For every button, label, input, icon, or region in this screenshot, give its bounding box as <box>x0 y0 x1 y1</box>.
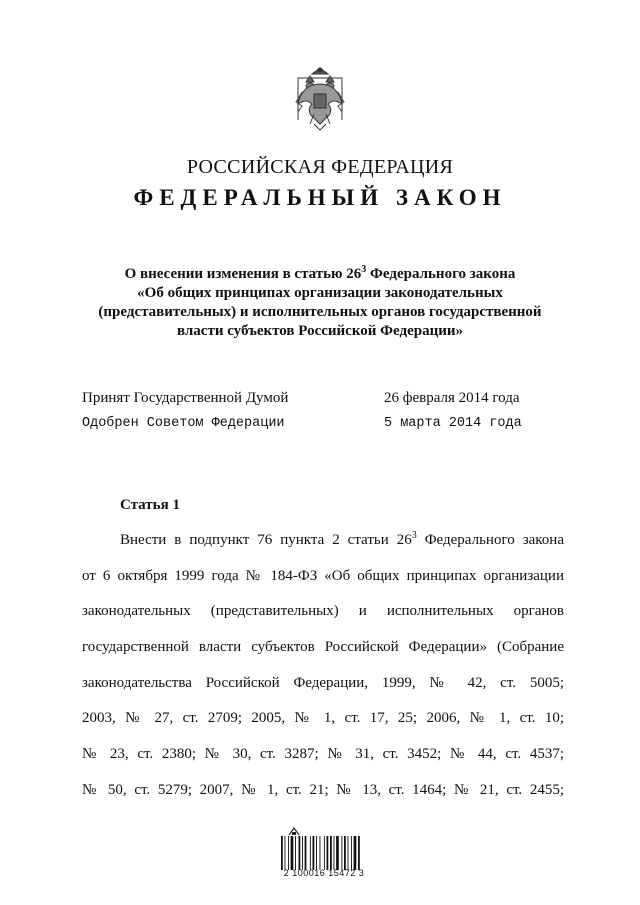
article-line: № 50, ст. 5279; 2007, № 1, ст. 21; № 13, ст. 1464; № 21, ст. 2455; <box>82 781 564 798</box>
barcode-number: 2 100016 15472 3 <box>283 868 365 878</box>
article-line: государственной власти субъектов Российской Федерации» (Собрание <box>82 639 564 656</box>
council-date: 5 марта 2014 года <box>384 416 522 431</box>
article-title: Статья 1 <box>120 497 180 513</box>
law-subject <box>90 265 550 341</box>
subject-line: (представительных) и исполнительных органов государственной <box>98 304 542 320</box>
article-line: законодательства Российской Федерации, 1999, № 42, ст. 5005; <box>82 674 564 691</box>
council-label: Одобрен Советом Федерации <box>82 416 285 431</box>
article-line: от 6 октября 1999 года № 184-ФЗ «Об общих принципах организации <box>82 567 564 584</box>
article-body <box>82 528 564 814</box>
article-line: законодательных (представительных) и исполнительных органов <box>82 603 564 620</box>
subject-line: «Об общих принципах организации законодательных <box>137 285 503 301</box>
coat-of-arms-emblem <box>288 62 352 134</box>
barcode-mark-icon <box>287 826 301 836</box>
article-line: Внести в подпункт 76 пункта 2 статьи $26^3$ Федерального закона <box>120 530 564 548</box>
subject-line: власти субъектов Российской Федерации» <box>176 323 464 339</box>
document-type-heading: ФЕДЕРАЛЬНЫЙ ЗАКОН <box>133 185 507 210</box>
duma-label: Принят Государственной Думой <box>82 390 289 406</box>
article-line: 2003, № 27, ст. 2709; 2005, № 1, ст. 17, 25; 2006, № 1, ст. 10; <box>82 710 564 727</box>
duma-date: 26 февраля 2014 года <box>384 390 520 406</box>
country-heading: РОССИЙСКАЯ ФЕДЕРАЦИЯ <box>186 156 454 178</box>
article-line: № 23, ст. 2380; № 30, ст. 3287; № 31, ст. 3452; № 44, ст. 4537; <box>82 746 564 763</box>
subject-line: О внесении изменения в статью $26^3$ Федерального закона <box>124 264 516 282</box>
barcode <box>281 836 361 870</box>
